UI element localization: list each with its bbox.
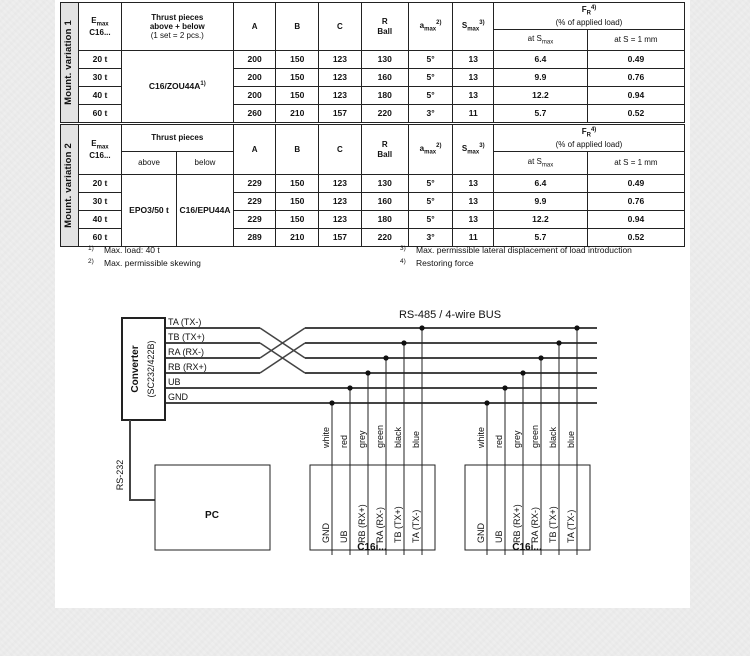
device-right-terminal-ub: UB [494,530,504,543]
wire-color-right-red: red [494,434,504,448]
spec-table-variation-2 [60,124,685,247]
device-right-terminal-ta: TA (TX-) [566,509,576,543]
table1-header-thrust: Thrust pieces above + below (1 set = 2 pcs.) [121,3,233,51]
wire-color-right-black: black [548,426,558,448]
junction-dot [401,340,406,345]
pc-label: PC [205,510,219,521]
table1-header-emax: $E_{max}$ C16... [79,3,122,51]
footnote-item [400,245,632,255]
converter-terminal-ra: RA (RX-) [168,347,204,357]
table1-r1-a: 200 [233,69,276,87]
table1-r3-amax: 3° [408,105,453,123]
table2-r1-emax: 30 t [79,193,122,211]
table1-r2-amax: 5° [408,87,453,105]
table1-r1-smax: 13 [453,69,494,87]
table1-r3-a: 260 [233,105,276,123]
bus-title: RS-485 / 4-wire BUS [398,309,502,321]
document-page [55,0,690,608]
footnote-item [88,245,201,255]
table2-r0-smax: 13 [453,175,494,193]
table1-r3-fr2: 0.52 [587,105,684,123]
table2-r3-amax: 3° [408,229,453,247]
wire-color-left-black: black [393,426,403,448]
table1-header-b: B [276,3,319,51]
wire-color-right-green: green [530,424,540,448]
wire-color-right-grey: grey [512,430,522,448]
device-left-terminal-tb: TB (TX+) [393,506,403,543]
table1-r2-emax: 40 t [79,87,122,105]
spec-table-variation-1 [60,2,685,123]
table2-r1-smax: 13 [453,193,494,211]
wire-color-left-blue: blue [411,430,421,448]
table1-side-label: Mount. variation 1 [61,3,79,123]
table1-r2-c: 123 [319,87,362,105]
table2-side-label: Mount. variation 2 [61,125,79,247]
table2-header-emax: $E_{max}$ C16... [79,125,122,175]
table1-r3-r: 220 [361,105,408,123]
table2-r3-b: 210 [276,229,319,247]
table2-r2-emax: 40 t [79,211,122,229]
junction-dot [383,355,388,360]
table1-r0-r: 130 [361,51,408,69]
table1-r0-amax: 5° [408,51,453,69]
table1-header-r-ball: R Ball [361,3,408,51]
table1-header-smax: $S_{max}^{3)}$ [453,3,494,51]
device-left-name: C16i... [357,542,387,553]
table1-r1-amax: 5° [408,69,453,87]
table2-r0-b: 150 [276,175,319,193]
converter-label-line2: (SC232/422B) [146,340,156,398]
wire-color-left-red: red [339,434,349,448]
table2-r1-fr2: 0.76 [587,193,684,211]
device-left-terminal-gnd: GND [321,523,331,543]
device-right-name: C16i... [512,542,542,553]
table1-header-fr: $F_R^{4)}$ (% of applied load) [494,3,685,30]
table2-r2-amax: 5° [408,211,453,229]
table2-header-thrust: Thrust pieces [121,125,233,152]
wire-color-right-white: white [476,426,486,448]
device-right-terminal-rb: RB (RX+) [512,504,522,543]
footnote-item [400,258,632,268]
table2-header-amax: $a_{max}^{2)}$ [408,125,453,175]
footnote-text: Max. permissible lateral displacement of load introduction [416,245,632,255]
table2-header-b: B [276,125,319,175]
wiring-diagram [55,285,690,585]
table2-r3-fr2: 0.52 [587,229,684,247]
table2-header-fr: $F_R^{4)}$ (% of applied load) [494,125,685,152]
table2-r3-emax: 60 t [79,229,122,247]
table2-thrust-below-value: C16/EPU44A [177,175,234,247]
table2-r2-c: 123 [319,211,362,229]
converter-terminal-ta: TA (TX-) [168,317,202,327]
table1-r3-c: 157 [319,105,362,123]
table1-r0-fr2: 0.49 [587,51,684,69]
table2-r2-b: 150 [276,211,319,229]
table2-r1-r: 160 [361,193,408,211]
table2-header-a: A [233,125,276,175]
table1-r3-b: 210 [276,105,319,123]
table2-r3-c: 157 [319,229,362,247]
wire-color-left-grey: grey [357,430,367,448]
device-right-terminal-ra: RA (RX-) [530,507,540,543]
converter-terminal-ub: UB [168,377,181,387]
table2-header-c: C [319,125,362,175]
table2-header-thrust-above: above [121,152,176,175]
table2-r1-fr1: 9.9 [494,193,588,211]
table1-header-c: C [319,3,362,51]
footnote-marker: 4) [400,258,406,265]
table2-r0-r: 130 [361,175,408,193]
table-row [61,175,685,193]
table1-r0-emax: 20 t [79,51,122,69]
table1-r2-b: 150 [276,87,319,105]
table2-r2-smax: 13 [453,211,494,229]
footnote-marker: 2) [88,258,94,265]
table2-r3-smax: 11 [453,229,494,247]
table1-r0-smax: 13 [453,51,494,69]
table1-r1-b: 150 [276,69,319,87]
device-right-terminal-gnd: GND [476,523,486,543]
wire-color-left-green: green [375,424,385,448]
footnote-item [88,258,201,268]
table2-header-thrust-below: below [177,152,234,175]
junction-dot [484,400,489,405]
table2-r3-a: 289 [233,229,276,247]
table1-r1-fr1: 9.9 [494,69,588,87]
table1-header-fr-at-smax: at $S_{max}$ [494,30,588,51]
table2-r2-fr1: 12.2 [494,211,588,229]
device-left-terminal-rb: RB (RX+) [357,504,367,543]
table2-r0-amax: 5° [408,175,453,193]
table1-r2-fr2: 0.94 [587,87,684,105]
table1-r1-emax: 30 t [79,69,122,87]
table1-r0-fr1: 6.4 [494,51,588,69]
converter-box [122,318,165,420]
table2-header-smax: $S_{max}^{3)}$ [453,125,494,175]
table1-r0-b: 150 [276,51,319,69]
footnotes-right-column [400,245,632,271]
junction-dot [502,385,507,390]
table1-r0-c: 123 [319,51,362,69]
table2-thrust-above-value: EPO3/50 t [121,175,176,247]
device-left-terminal-ta: TA (TX-) [411,509,421,543]
rs232-cable [130,420,155,500]
device-left-terminal-ub: UB [339,530,349,543]
table2-r2-a: 229 [233,211,276,229]
footnote-text: Max. permissible skewing [104,258,201,268]
table2-r0-fr2: 0.49 [587,175,684,193]
table1-r2-a: 200 [233,87,276,105]
junction-dot [538,355,543,360]
wire-color-right-blue: blue [566,430,576,448]
device-right-terminal-tb: TB (TX+) [548,506,558,543]
footnote-marker: 1) [88,245,94,252]
junction-dot [365,370,370,375]
table2-r1-a: 229 [233,193,276,211]
converter-terminal-tb: TB (TX+) [168,332,205,342]
junction-dot [347,385,352,390]
table2-r2-fr2: 0.94 [587,211,684,229]
converter-label-line1: Converter [130,345,141,393]
footnotes-left-column [88,245,201,271]
pc-box [155,465,270,550]
table1-header-fr-at-s1mm: at S = 1 mm [587,30,684,51]
table2-r0-emax: 20 t [79,175,122,193]
wire-color-left-white: white [321,426,331,448]
table1-r2-r: 180 [361,87,408,105]
table2-r3-fr1: 5.7 [494,229,588,247]
table1-header-a: A [233,3,276,51]
junction-dot [520,370,525,375]
table2-r0-c: 123 [319,175,362,193]
table2-r0-fr1: 6.4 [494,175,588,193]
junction-dot [574,325,579,330]
table1-r3-emax: 60 t [79,105,122,123]
converter-terminal-rb: RB (RX+) [168,362,207,372]
table1-r3-smax: 11 [453,105,494,123]
table-row [61,51,685,69]
table2-header-r-ball: R Ball [361,125,408,175]
table2-r2-r: 180 [361,211,408,229]
table1-r1-fr2: 0.76 [587,69,684,87]
junction-dot [556,340,561,345]
footnote-text: Restoring force [416,258,474,268]
table1-r1-r: 160 [361,69,408,87]
table2-r0-a: 229 [233,175,276,193]
device-left-terminal-ra: RA (RX-) [375,507,385,543]
table2-r1-amax: 5° [408,193,453,211]
footnote-marker: 3) [400,245,406,252]
footnote-text: Max. load: 40 t [104,245,160,255]
table1-r2-smax: 13 [453,87,494,105]
table2-header-fr-at-s1mm: at S = 1 mm [587,152,684,175]
table2-r3-r: 220 [361,229,408,247]
junction-dot [419,325,424,330]
table1-r3-fr1: 5.7 [494,105,588,123]
table1-header-amax: $a_{max}^{2)}$ [408,3,453,51]
table1-r2-fr1: 12.2 [494,87,588,105]
table2-r1-b: 150 [276,193,319,211]
converter-terminal-gnd: GND [168,392,188,402]
rs232-label: RS-232 [115,459,125,491]
table1-r0-a: 200 [233,51,276,69]
table2-r1-c: 123 [319,193,362,211]
table1-r1-c: 123 [319,69,362,87]
table2-header-fr-at-smax: at $S_{max}$ [494,152,588,175]
junction-dot [329,400,334,405]
table1-thrust-value: $C16/ZOU44A^{1)}$ [121,51,233,123]
